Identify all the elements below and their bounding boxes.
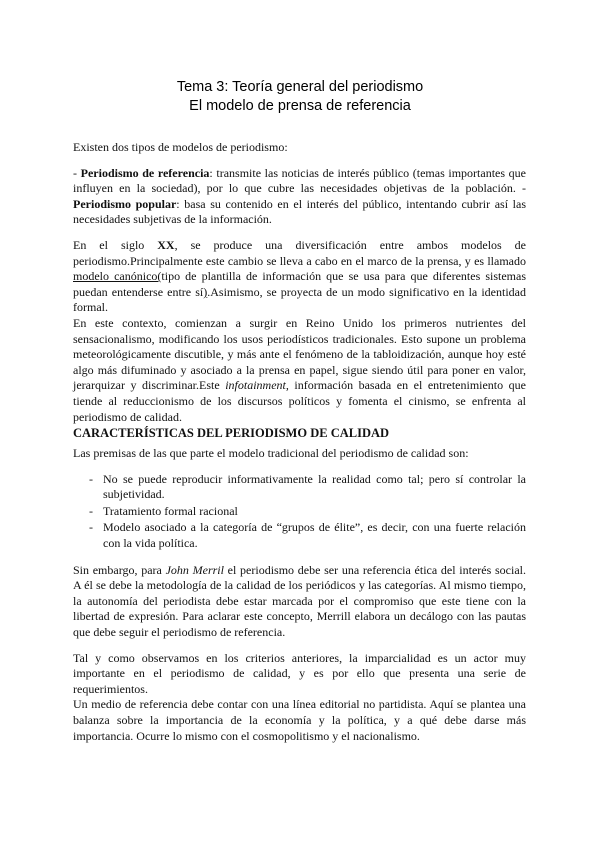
infotainment-term: infotainment, <box>225 378 289 393</box>
paragraph-sensacionalismo <box>73 316 526 425</box>
paragraph-siglo-xx <box>73 238 526 316</box>
century-label: XX <box>157 237 175 252</box>
text-run: , se produce una diversificación entre ambos modelos de periodismo.Principalmente este cambio se lleva a cabo en el marco de la prensa, y es llamado <box>73 237 527 268</box>
list-item: - Tratamiento formal racional <box>73 504 526 520</box>
document-title: Tema 3: Teoría general del periodismo <box>176 79 424 95</box>
list-item: - No se puede reproducir informativamente la realidad como tal; pero sí controlar la subjetividad. <box>73 472 526 503</box>
author-name: John Merril <box>165 562 224 577</box>
paragraph-merril <box>73 563 526 641</box>
paragraph-imparcialidad: Tal y como observamos en los criterios anteriores, la imparcialidad es un actor muy importante en el periodismo de calidad, y es por ello que presenta una serie de requerimientos. <box>73 650 526 696</box>
text-run: Sin embargo, para <box>73 562 166 577</box>
list-item: - Modelo asociado a la categoría de “grupos de élite”, es decir, con una fuerte relación con la vida política. <box>73 520 526 551</box>
text-run: información basada en el entretenimiento que tiende al reduccionismo de los discursos políticos y fomenta el cinismo, se enfrenta al periodismo de calidad. <box>73 378 527 424</box>
premises-list <box>73 472 526 552</box>
text-run: En el siglo <box>73 237 158 252</box>
section-heading: CARACTERÍSTICAS DEL PERIODISMO DE CALIDAD <box>73 426 390 441</box>
ref-description: : transmite las noticias de interés público (temas importantes que influyen en la sociedad), por lo que cubre las necesidades objetivas de la población. - <box>73 165 526 196</box>
models-paragraph <box>73 166 526 228</box>
intro-paragraph: Existen dos tipos de modelos de periodismo: <box>73 140 288 154</box>
text-run: tipo de plantilla de información que se usa para que diferentes sistemas puedan entenderse entre sí <box>73 269 526 299</box>
section-lead: Las premisas de las que parte el modelo tradicional del periodismo de calidad son: <box>73 446 469 461</box>
document-subtitle: El modelo de prensa de referencia <box>189 98 411 114</box>
document-body <box>73 140 526 744</box>
term-periodismo-popular: Periodismo popular <box>73 196 177 211</box>
modelo-canonico-term: modelo canónico( <box>73 269 162 284</box>
text-run: el periodismo debe ser una referencia ética del interés social. A él se debe la metodología de la calidad de los periódicos y las categorías. Al mismo tiempo, la autonomía del periodista debe estar marcada por el compromiso que este tiene con la libertad de expresión. Para aclarar este concepto, Merrill elabora un decálogo con las pautas que debe seguir el periodismo de referencia. <box>73 562 526 640</box>
term-periodismo-de-referencia: Periodismo de referencia <box>80 165 210 180</box>
text-run: En este contexto, comienzan a surgir en Reino Unido los primeros nutrientes del sensacionalismo, modificando los usos periodísticos tradicionales. Esto supone un problema meteorológicamente discutible, y más ante el fenómeno de la tabloidización, aunque hoy esté algo más difuminado y asociado a la prensa en papel, sigue siendo útil para poner en valor, jerarquizar y discriminar.Este <box>73 315 526 393</box>
text-run: .Asimismo, se proyecta de un modo significativo en la identidad formal. <box>73 284 527 315</box>
models-dash: - <box>73 165 81 180</box>
pop-description: : basa su contenido en el interés del público, intentando cubrir así las necesidades subjetivas de la información. <box>73 196 526 227</box>
closing-paren: ) <box>203 284 208 299</box>
paragraph-linea-editorial: Un medio de referencia debe contar con una línea editorial no partidista. Aquí se plantea una balanza sobre la importancia de la economía y la política, y a qué debe darse más importancia. Ocurre lo mismo con el cosmopolitismo y el nacionalismo. <box>73 697 526 743</box>
